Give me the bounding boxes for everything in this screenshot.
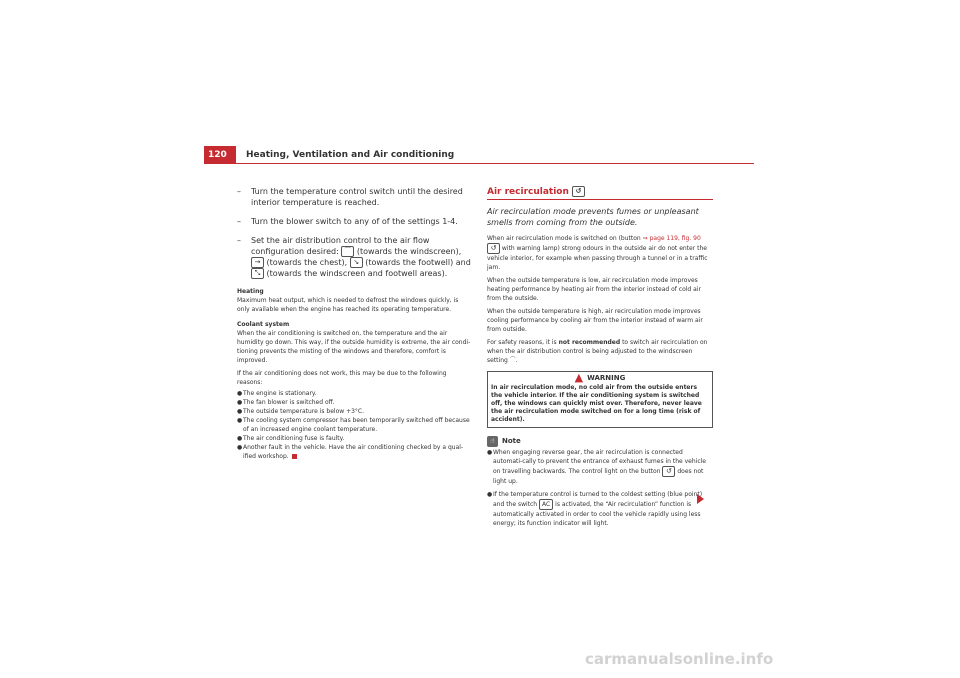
note-item bbox=[487, 448, 713, 486]
bullet-icon: ● bbox=[237, 399, 243, 406]
step-2 bbox=[237, 216, 471, 227]
note-text: does not light up. bbox=[493, 468, 704, 485]
coolant-heading: Coolant system bbox=[237, 321, 290, 328]
right-column bbox=[487, 186, 713, 532]
paragraph bbox=[487, 234, 713, 272]
step-3-text-a: Set the air distribution control to the air flow configuration desired: bbox=[251, 236, 430, 256]
header-rule bbox=[236, 163, 754, 164]
step-3-text-c: (towards the chest), bbox=[266, 258, 348, 267]
watermark: carmanualsonline.info bbox=[585, 650, 774, 668]
list-item-text: Another fault in the vehicle. Have the air conditioning checked by a qual-ified workshop. bbox=[243, 444, 464, 460]
windscreen-icon: ⌒ bbox=[509, 357, 516, 364]
list-item bbox=[237, 407, 471, 416]
section-title-text: Air recirculation bbox=[487, 187, 569, 197]
step-1-text: Turn the temperature control switch until the desired interior temperature is reached. bbox=[251, 187, 463, 207]
page-number: 120 bbox=[204, 146, 236, 164]
step-3-text-b: (towards the windscreen), bbox=[356, 247, 462, 256]
paragraph-text: For safety reasons, it is bbox=[487, 339, 557, 346]
section-end-marker bbox=[292, 454, 297, 459]
page-header bbox=[204, 146, 754, 164]
bullet-icon: ● bbox=[237, 444, 243, 451]
step-3 bbox=[237, 235, 471, 279]
recirculation-icon: ↺ bbox=[487, 243, 500, 254]
paragraph: For safety reasons, it is not recommended to switch air recirculation on when the air distribution control is being adjusted to the windscreen setting ⌒. bbox=[487, 339, 708, 364]
note-text: is activated, the “Air recirculation” function is automatically activated in order to cool the vehicle rapidly using less energy; its function indicator will light. bbox=[493, 501, 701, 527]
warning-box bbox=[487, 371, 713, 428]
section-title bbox=[487, 186, 713, 200]
note-hand-icon: ☝ bbox=[487, 436, 498, 447]
bullet-icon: ● bbox=[237, 408, 243, 415]
ac-button-label: AC bbox=[539, 499, 553, 510]
reasons-intro: If the air conditioning does not work, this may be due to the following reasons: bbox=[237, 370, 447, 386]
page-title: Heating, Ventilation and Air conditioning bbox=[246, 150, 455, 160]
warning-triangle-icon: ▲ bbox=[574, 371, 584, 384]
list-item bbox=[237, 416, 471, 434]
list-item-text: The air conditioning fuse is faulty. bbox=[243, 435, 345, 442]
footwell-icon: ↘ bbox=[350, 257, 363, 268]
note-heading-text: Note bbox=[502, 437, 521, 445]
bullet-icon: ● bbox=[487, 491, 493, 498]
note-text: If the temperature control is turned to the coldest setting (blue point) and the switch bbox=[493, 491, 703, 508]
list-item bbox=[237, 434, 471, 443]
page-reference-link[interactable]: ⇒ page 119, fig. 90 bbox=[642, 235, 701, 242]
step-3-text-d: (towards the footwell) and bbox=[365, 258, 471, 267]
heating-heading: Heating bbox=[237, 288, 264, 295]
list-item bbox=[237, 389, 471, 398]
note-heading bbox=[487, 435, 713, 448]
warning-text: In air recirculation mode, no cold air from the outside enters the vehicle interior. If the air conditioning system is switched off, the windows can quickly mist over. Therefore, never leave the air recirculation mode switched on for a long time (risk of accident). bbox=[491, 384, 702, 423]
paragraph-text: with warning lamp) strong odours in the outside air do not enter the vehicle interior, for example when passing through a tunnel or in a traffic jam. bbox=[487, 245, 708, 271]
dash-marker: – bbox=[237, 217, 241, 226]
dash-marker: – bbox=[237, 187, 241, 196]
list-item-text: The engine is stationary. bbox=[243, 390, 317, 397]
list-item bbox=[237, 398, 471, 407]
windscreen-icon: ⌒ bbox=[341, 246, 354, 257]
emphasis-text: not recommended bbox=[558, 339, 621, 346]
warning-heading bbox=[491, 372, 709, 384]
step-3-text-e: (towards the windscreen and footwell areas). bbox=[266, 269, 448, 278]
chest-icon: → bbox=[251, 257, 264, 268]
list-item-text: The fan blower is switched off. bbox=[243, 399, 335, 406]
paragraph-text: to switch air recirculation on when the air distribution control is being adjusted to the windscreen setting bbox=[487, 339, 708, 364]
bullet-icon: ● bbox=[487, 449, 493, 456]
left-column bbox=[237, 186, 471, 461]
step-2-text: Turn the blower switch to any of of the settings 1-4. bbox=[251, 217, 458, 226]
step-1 bbox=[237, 186, 471, 208]
heating-text: Maximum heat output, which is needed to defrost the windows quickly, is only available when the engine has reached its operating temperature. bbox=[237, 297, 459, 313]
recirculation-icon: ↺ bbox=[572, 186, 585, 197]
section-subtitle: Air recirculation mode prevents fumes or unpleasant smells from coming from the outside. bbox=[487, 207, 699, 227]
dash-marker: – bbox=[237, 236, 241, 245]
paragraph-text: When air recirculation mode is switched on (button bbox=[487, 235, 641, 242]
coolant-text: When the air conditioning is switched on, the temperature and the air humidity go down. This way, if the outside humidity is extreme, the air condi-tioning prevents the misting of the windows and therefore, comfort is improved. bbox=[237, 330, 471, 364]
list-item-text: The outside temperature is below +3°C. bbox=[243, 408, 365, 415]
windscreen-footwell-icon: ⤡ bbox=[251, 268, 264, 279]
paragraph: When the outside temperature is low, air recirculation mode improves heating performance by heating air from the interior instead of cold air from the outside. bbox=[487, 277, 701, 302]
recirculation-icon: ↺ bbox=[662, 466, 675, 477]
bullet-icon: ● bbox=[237, 390, 243, 397]
list-item bbox=[237, 443, 471, 461]
note-text: When engaging reverse gear, the air recirculation is connected automati-cally to prevent the entrance of exhaust fumes in the vehicle on travelling backwards. The control light on the button bbox=[493, 449, 706, 475]
bullet-icon: ● bbox=[237, 435, 243, 442]
warning-heading-text: WARNING bbox=[587, 374, 626, 382]
bullet-icon: ● bbox=[237, 417, 243, 424]
paragraph: When the outside temperature is high, air recirculation mode improves cooling performance by cooling air from the interior instead of warm air from outside. bbox=[487, 308, 703, 333]
next-page-arrow-icon[interactable] bbox=[697, 494, 704, 504]
note-item bbox=[487, 490, 713, 528]
list-item-text: The cooling system compressor has been temporarily switched off because of an increased engine coolant temperature. bbox=[243, 417, 470, 433]
